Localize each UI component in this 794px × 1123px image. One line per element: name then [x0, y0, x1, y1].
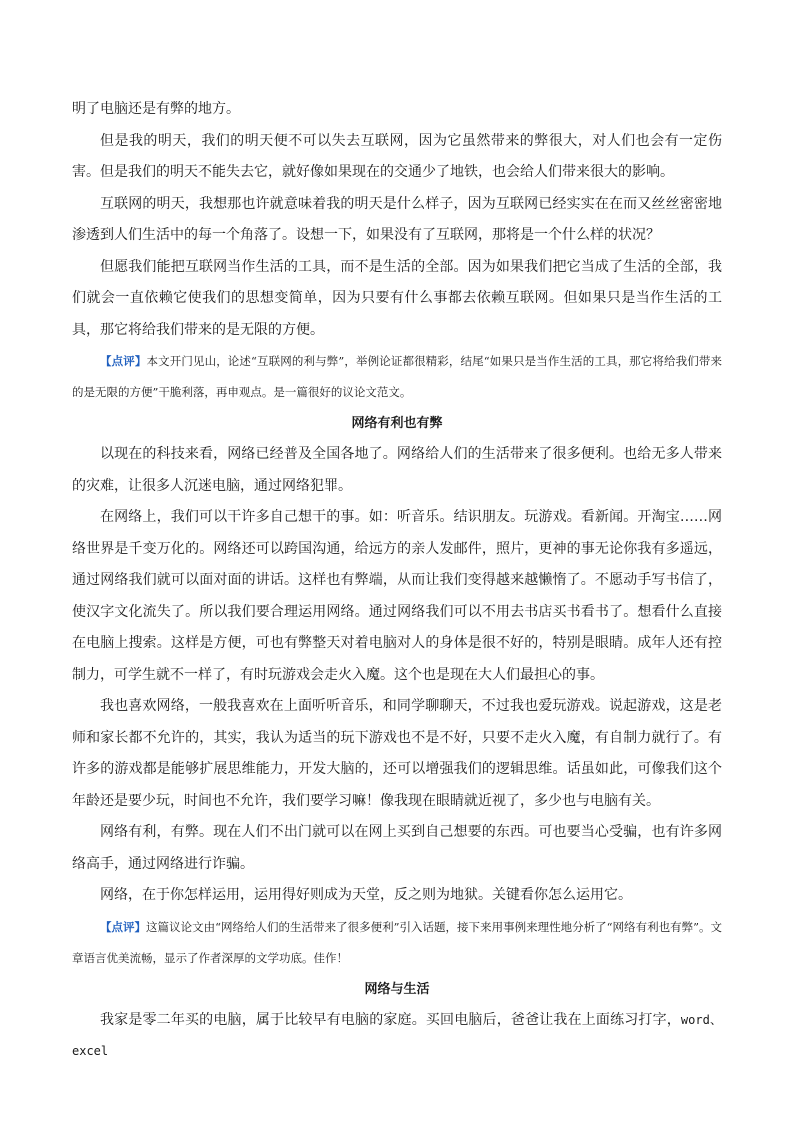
paragraph: 明了电脑还是有弊的地方。 — [72, 101, 240, 117]
paragraph: 网络，在于你怎样运用，运用得好则成为天堂，反之则为地狱。关键看你怎么运用它。 — [100, 887, 632, 903]
paragraph — [72, 1005, 722, 1068]
essay-title: 网络与生活 — [364, 981, 430, 997]
paragraph: 互联网的明天，我想那也许就意味着我的明天是什么样子，因为互联网已经实实在在而又丝丝密密地渗透到人们生活中的每一个角落了。设想一下，如果没有了互联网，那将是一个什么样的状况？ — [72, 195, 722, 243]
comment-text: 本文开门见山，论述“互联网的利与弊”，举例论证都很精彩，结尾“如果只是当作生活的工具，那它将给我们带来的是无限的方便”干脆利落，再申观点。是一篇很好的议论文范文。 — [72, 354, 723, 399]
paragraph: 网络有利，有弊。现在人们不出门就可以在网上买到自己想要的东西。可也要当心受骗，也有许多网络高手，通过网络进行诈骗。 — [72, 824, 722, 872]
paragraph: 以现在的科技来看，网络已经普及全国各地了。网络给人们的生活带来了很多便利。也给无多人带来的灾难，让很多人沉迷电脑，通过网络犯罪。 — [72, 446, 722, 494]
comment-text: 这篇议论文由“网络给人们的生活带来了很多便利”引入话题，接下来用事例来理性地分析了“网络有利也有弊”。文章语言优美流畅，显示了作者深厚的文学功底。佳作！ — [72, 919, 723, 965]
paragraph: 我也喜欢网络，一般我喜欢在上面听听音乐，和同学聊聊天，不过我也爱玩游戏。说起游戏，这是老师和家长都不允许的，其实，我认为适当的玩下游戏也不是不好，只要不走火入魔，有自制力就行了。有许多的游戏都是能够扩展思维能力，开发大脑的，还可以增强我们的逻辑思维。话虽如此，可像我们这个年龄还是要少玩，时间也不允许，我们要学习嘛！像我现在眼睛就近视了，多少也与电脑有关。 — [72, 698, 722, 809]
review-comment — [72, 346, 722, 408]
essay-title: 网络有利也有弊 — [351, 416, 443, 431]
paragraph: 在网络上，我们可以干许多自己想干的事。如：听音乐。结识朋友。玩游戏。看新闻。开淘宝……网络世界是千变万化的。网络还可以跨国沟通，给远方的亲人发邮件，照片，更神的事无论你我有多遥远，通过网络我们就可以面对面的讲话。这样也有弊端，从而让我们变得越来越懒惰了。不愿动手写书信了，使汉字文化流失了。所以我们要合理运用网络。通过网络我们可以不用去书店买书看书了。想看什么直接在电脑上搜索。这样是方便，可也有弊整天对着电脑对人的身体是很不好的，特别是眼睛。成年人还有控制力，可学生就不一样了，有时玩游戏会走火入魔。这个也是现在大人们最担心的事。 — [72, 509, 722, 683]
paragraph-text: 我家是零二年买的电脑，属于比较早有电脑的家庭。买回电脑后，爸爸让我在上面练习打字， — [100, 1011, 681, 1028]
paragraph: 但是我的明天，我们的明天便不可以失去互联网，因为它虽然带来的弊很大，对人们也会有一定伤害。但是我们的明天不能失去它，就好像如果现在的交通少了地铁，也会给人们带来很大的影响。 — [72, 132, 722, 180]
comment-tag: 【点评】 — [100, 919, 147, 934]
paragraph: 但愿我们能把互联网当作生活的工具，而不是生活的全部。因为如果我们把它当成了生活的全部，我们就会一直依赖它使我们的思想变简单，因为只要有什么事都去依赖互联网。但如果只是当作生活的工具，那它将给我们带来的是无限的方便。 — [72, 258, 722, 338]
document-page — [72, 94, 722, 1068]
software-names: word、excel — [72, 1012, 722, 1058]
comment-tag: 【点评】 — [100, 354, 147, 368]
review-comment — [72, 912, 722, 974]
